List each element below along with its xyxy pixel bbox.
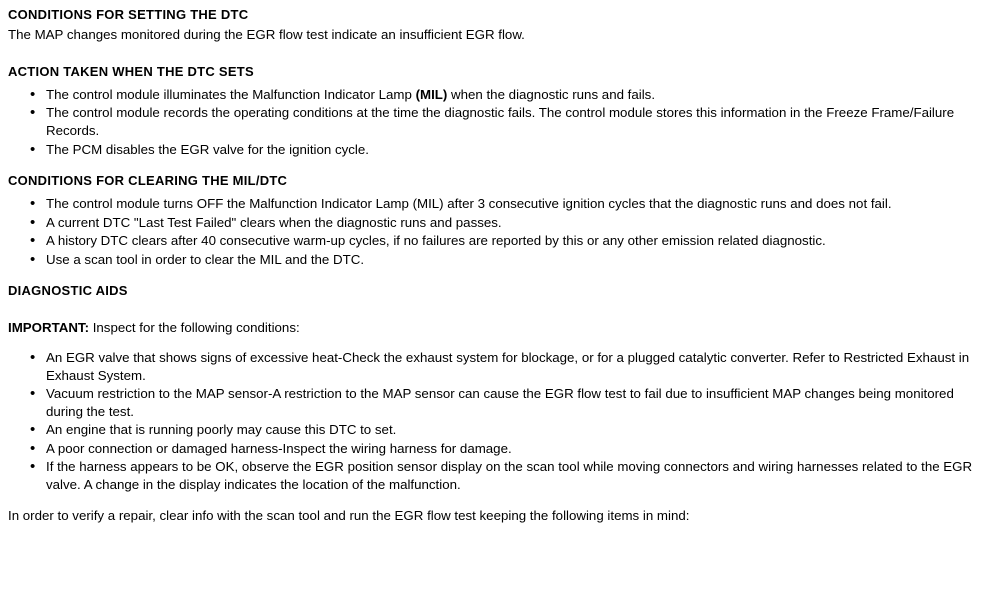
list-item: • An engine that is running poorly may cause this DTC to set.	[46, 421, 989, 439]
important-text: Inspect for the following conditions:	[89, 319, 300, 335]
mil-abbreviation: (MIL)	[415, 86, 448, 102]
list-item: • A poor connection or damaged harness-Inspect the wiring harness for damage.	[46, 440, 989, 458]
list-diagnostic-aids	[8, 349, 989, 493]
important-note	[8, 319, 989, 337]
paragraph-verify-repair: In order to verify a repair, clear info with the scan tool and run the EGR flow test keeping the following items in mind:	[8, 508, 690, 524]
important-label: IMPORTANT:	[8, 319, 90, 335]
list-conditions-for-clearing	[8, 195, 989, 268]
list-item: • The control module records the operating conditions at the time the diagnostic fails. The control module stores this information in the Freeze Frame/Failure Records.	[46, 104, 989, 139]
heading-conditions-for-clearing-the-mil-dtc: CONDITIONS FOR CLEARING THE MIL/DTC	[8, 173, 288, 189]
list-item: • The control module illuminates the Malfunction Indicator Lamp (MIL) when the diagnostic runs and fails.	[46, 86, 989, 104]
list-item: • A current DTC "Last Test Failed" clears when the diagnostic runs and passes.	[46, 214, 989, 232]
list-item: • The PCM disables the EGR valve for the ignition cycle.	[46, 141, 989, 159]
list-action-taken	[8, 86, 989, 158]
list-item: • The control module turns OFF the Malfunction Indicator Lamp (MIL) after 3 consecutive ignition cycles that the diagnostic runs and does not fail.	[46, 195, 989, 213]
list-item: • Vacuum restriction to the MAP sensor-A restriction to the MAP sensor can cause the EGR flow test to fail due to insufficient MAP changes being monitored during the test.	[46, 385, 989, 420]
list-item: • A history DTC clears after 40 consecutive warm-up cycles, if no failures are reported by this or any other emission related diagnostic.	[46, 232, 989, 250]
heading-diagnostic-aids: DIAGNOSTIC AIDS	[8, 283, 128, 299]
list-item: • Use a scan tool in order to clear the MIL and the DTC.	[46, 251, 989, 269]
heading-conditions-for-setting-the-dtc: CONDITIONS FOR SETTING THE DTC	[8, 7, 249, 22]
heading-action-taken-when-the-dtc-sets: ACTION TAKEN WHEN THE DTC SETS	[8, 63, 254, 79]
list-item: • An EGR valve that shows signs of excessive heat-Check the exhaust system for blockage, or for a plugged catalytic converter. Refer to Restricted Exhaust in Exhaust System.	[46, 349, 989, 384]
list-item: • If the harness appears to be OK, observe the EGR position sensor display on the scan tool while moving connectors and wiring harnesses related to the EGR valve. A change in the display indicates the location of the malfunction.	[46, 458, 989, 493]
paragraph-conditions-for-setting-the-dtc: The MAP changes monitored during the EGR flow test indicate an insufficient EGR flow.	[8, 27, 525, 43]
